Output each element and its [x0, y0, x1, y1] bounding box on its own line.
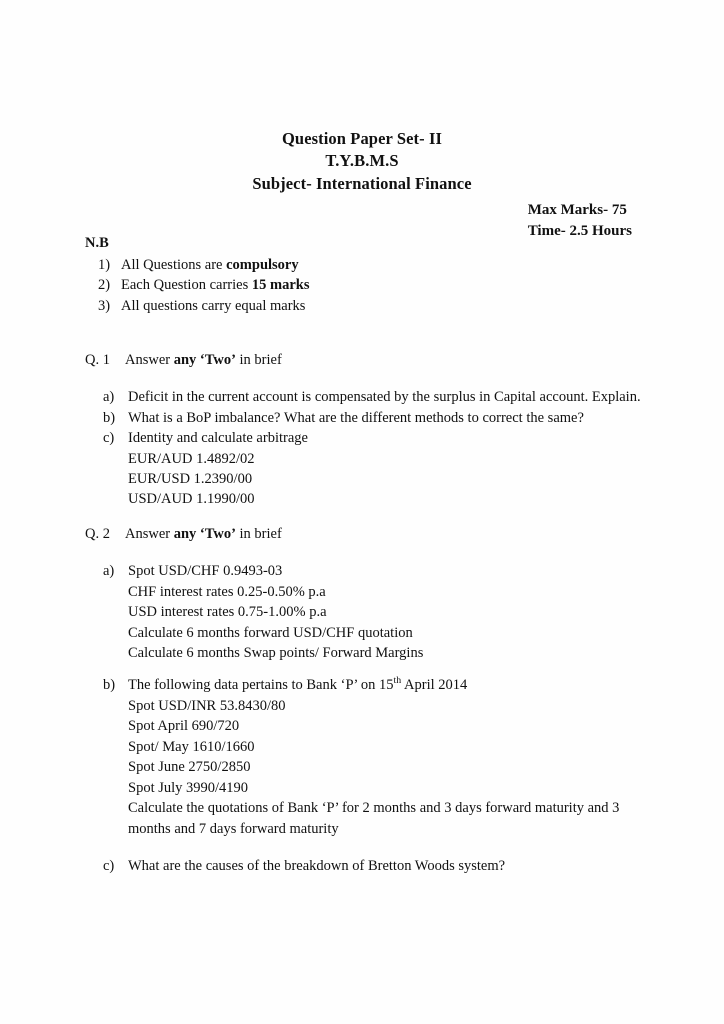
question-2-instruction-before: Answer	[125, 526, 174, 542]
sub-item-line: USD/AUD 1.1990/00	[128, 491, 255, 508]
question-1-block	[85, 350, 645, 510]
time-label: Time- 2.5 Hours	[527, 222, 632, 239]
note-item	[85, 255, 645, 276]
sub-item-marker: a)	[103, 563, 115, 580]
note-item	[85, 296, 645, 317]
question-2-label: Q. 2	[85, 526, 110, 542]
sub-item	[85, 675, 645, 839]
sub-item-marker: c)	[103, 430, 115, 447]
sub-item-line: EUR/USD 1.2390/00	[128, 471, 253, 488]
note-item-marker: 2)	[98, 277, 111, 294]
note-item-emphasis: compulsory	[226, 256, 299, 273]
question-2-heading	[85, 524, 645, 544]
sub-item-line: What are the causes of the breakdown of Bretton Woods system?	[128, 857, 506, 874]
note-list	[85, 255, 645, 317]
question-2-instruction-after: in brief	[235, 526, 282, 542]
dated-line-post: April 2014	[401, 677, 468, 694]
sub-item-line: What is a BoP imbalance? What are the different methods to correct the same?	[128, 409, 584, 426]
max-marks-label: Max Marks- 75	[527, 202, 627, 218]
sub-item-line: Spot/ May 1610/1660	[128, 738, 255, 755]
sub-item	[85, 561, 645, 663]
title-line-2: T.Y.B.M.S	[325, 151, 399, 171]
note-heading: N.B	[85, 235, 109, 251]
sub-item-line: USD interest rates 0.75-1.00% p.a	[128, 604, 327, 621]
sub-item-line: Identity and calculate arbitrage	[128, 430, 308, 447]
sub-item-line: Spot USD/CHF 0.9493-03	[128, 563, 283, 580]
note-item	[85, 275, 645, 296]
question-1-instruction-after: in brief	[235, 352, 282, 368]
question-2-sub-list	[85, 561, 645, 876]
note-item-text: All Questions are	[121, 256, 227, 273]
sub-item-marker: a)	[103, 389, 115, 406]
sub-item-line: EUR/AUD 1.4892/02	[128, 450, 255, 467]
question-1-label: Q. 1	[85, 352, 110, 368]
sub-item-marker: b)	[103, 409, 116, 426]
question-2-instruction-emphasis: any ‘Two’	[173, 526, 236, 542]
question-2-block	[85, 524, 645, 876]
sub-item-line: CHF interest rates 0.25-0.50% p.a	[128, 583, 326, 600]
sub-item-line: Spot June 2750/2850	[128, 759, 251, 776]
question-1-sub-list	[85, 387, 645, 510]
sub-item	[85, 408, 645, 428]
note-item-emphasis: 15 marks	[251, 277, 310, 294]
title-line-3: Subject- International Finance	[252, 173, 472, 193]
sub-item	[85, 428, 645, 510]
sub-item-line-dated	[128, 675, 645, 695]
sub-item-marker: b)	[103, 677, 116, 694]
note-item-text: All questions carry equal marks	[121, 298, 306, 314]
note-item-text: Each Question carries	[121, 277, 252, 294]
sub-item-line: Calculate 6 months forward USD/CHF quotation	[128, 624, 413, 641]
note-item-marker: 1)	[98, 256, 111, 273]
question-1-heading	[85, 350, 645, 370]
question-1-instruction-emphasis: any ‘Two’	[173, 352, 236, 368]
sub-item	[85, 856, 645, 876]
dated-line-pre: The following data pertains to Bank ‘P’ on 15	[128, 677, 394, 694]
title-line-1: Question Paper Set- II	[281, 129, 443, 148]
sub-item-line: Spot July 3990/4190	[128, 779, 249, 796]
question-1-instruction-before: Answer	[125, 352, 174, 368]
note-block	[85, 234, 645, 317]
sub-item	[85, 387, 645, 407]
sub-item-line: Spot April 690/720	[128, 718, 240, 735]
sub-item-line: Deficit in the current account is compensated by the surplus in Capital account. Explain.	[128, 389, 641, 406]
sub-item-marker: c)	[103, 857, 115, 874]
note-item-marker: 3)	[98, 298, 111, 314]
sub-item-line: Calculate 6 months Swap points/ Forward Margins	[128, 645, 424, 662]
ordinal-suffix: th	[393, 675, 402, 687]
sub-item-line: Spot USD/INR 53.8430/80	[128, 697, 286, 714]
sub-item-paragraph: Calculate the quotations of Bank ‘P’ for 2 months and 3 days forward maturity and 3 months and 7 days forward maturity	[128, 800, 620, 837]
document-title-block	[0, 128, 724, 195]
